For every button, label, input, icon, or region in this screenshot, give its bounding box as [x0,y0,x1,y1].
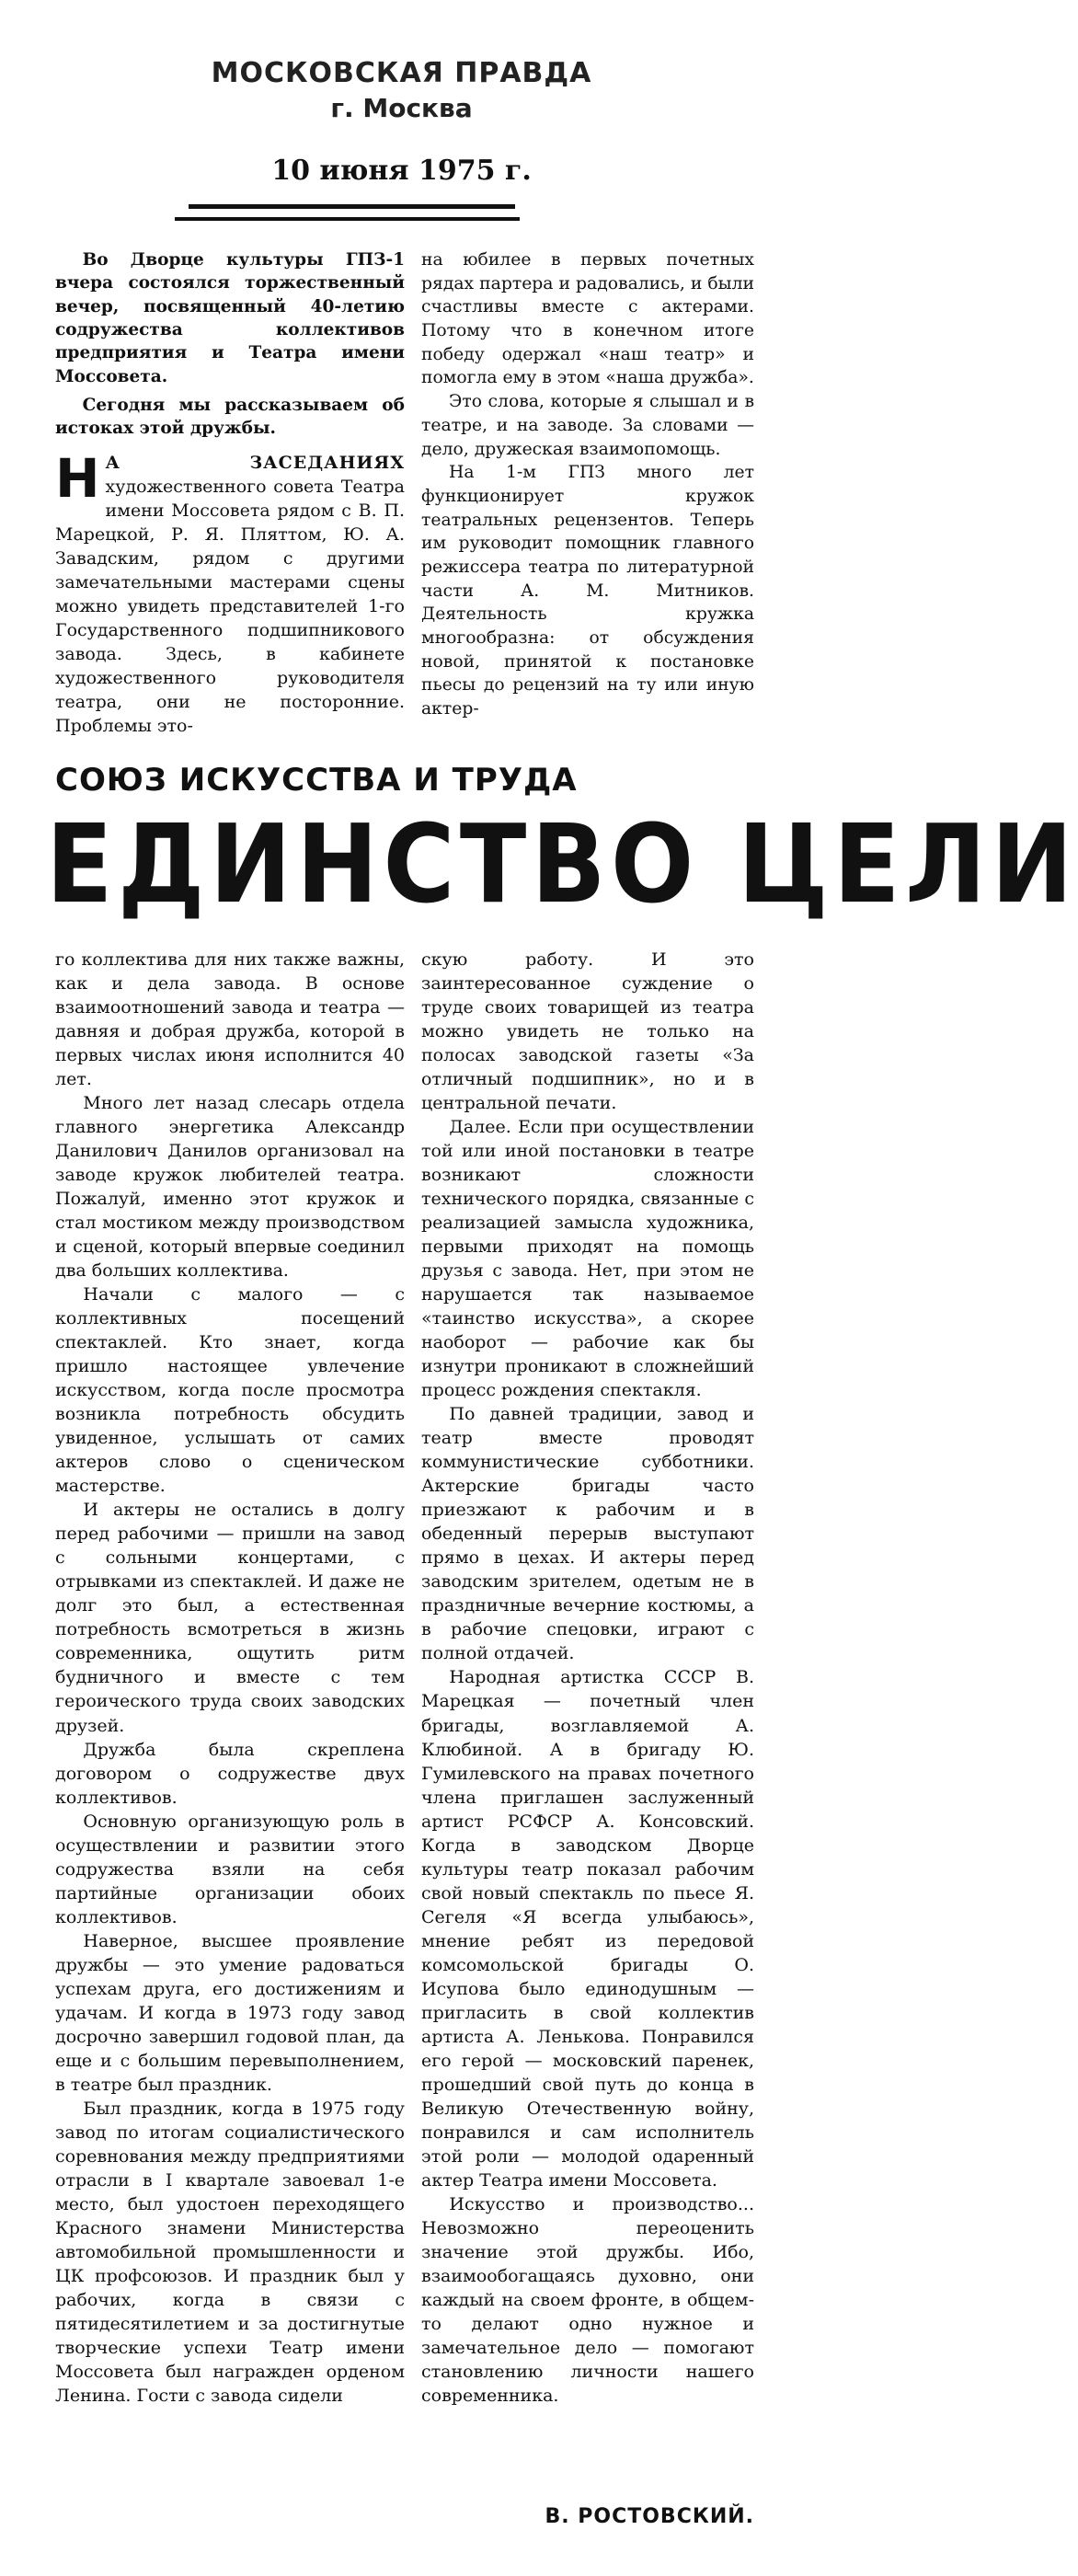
body-left-paragraph: Дружба была скреплена договором о содружестве двух коллективов. [55,1739,405,1808]
masthead [0,57,803,123]
body-left-paragraph: И актеры не остались в долгу перед рабочими — пришли на завод с сольными концертами, с отрывками из спектаклей. И даже не долг это был, а естественная потребность всмотреться в жизнь современника, ощутить ритм будничного и вместе с тем героического труда своих заводских друзей. [55,1500,405,1736]
lead-intro: Во Дворце культуры ГПЗ-1 вчера состоялся торжественный вечер, посвященный 40-летию содружества коллективов предприятия и Театра имени Моссовета. [55,250,405,386]
body-left-paragraph: Основную организующую роль в осуществлении и развитии этого содружества взяли на себя партийные организации обоих коллективов. [55,1811,405,1927]
body-right-paragraph: Народная артистка СССР В. Марецкая — почетный член бригады, возглавляемой А. Клюбиной. А в бригаду Ю. Гумилевского на правах почетного члена приглашен заслуженный артист РСФСР А. Консовский. Когда в заводском Дворце культуры театр показал рабочим свой новый спектакль по пьесе Я. Сегеля «Я всегда улыбаюсь», мнение ребят из передовой комсомольской бригады О. Исупова было единодушным — пригласить в свой коллектив артиста А. Ленькова. Понравился его герой — московский паренек, прошедший свой путь до конца в Великую Отечественную войну, понравился и сам исполнитель этой роли — молодой одаренный актер Театра имени Моссовета. [421,1667,754,2191]
article-top-left-column [55,447,405,743]
body-right-paragraph: скую работу. И это заинтересованное суждение о труде своих товарищей из театра можно увидеть не только на полосах заводской газеты «За отличный подшипник», но и в центральной печати. [421,949,754,1114]
body-right-paragraph: Далее. Если при осуществлении той или иной постановки в театре возникают сложности технического порядка, связанные с реализацией замысла художника, первыми приходят на помощь друзья с завода. Нет, при этом не нарушается так называемое «таинство искусства», а скорее наоборот — рабочие как бы изнутри проникают в сложнейший процесс рождения спектакля. [421,1117,754,1401]
article-bottom-left-column [55,948,405,2504]
lead-question: Сегодня мы рассказываем об истоках этой дружбы. [55,396,405,439]
newspaper-city: г. Москва [330,93,473,123]
body-left-paragraph: Много лет назад слесарь отдела главного энергетика Александр Данилович Данилов организовал на заводе кружок любителей театра. Пожалуй, именно этот кружок и стал мостиком между производством и сценой, который впервые соединил два больших коллектива. [55,1093,405,1282]
body-left-paragraph: Начали с малого — с коллективных посещений спектаклей. Кто знает, когда пришло настоящее увлечение искусством, когда после просмотра возникла потребность обсудить увиденное, услышать от самих актеров слово о сценическом мастерстве. [55,1284,405,1497]
body-left-paragraph: Был праздник, когда в 1975 году завод по итогам социалистического соревнования между предприятиями отрасли в I квартале завоевал 1-е место, был удостоен переходящего Красного знамени Министерства автомобильной промышленности и ЦК профсоюзов. И праздник был у рабочих, когда в связи с пятидесятилетием и за достигнутые творческие успехи Театр имени Моссовета был награжден орденом Ленина. Гости с завода сидели [55,2098,405,2406]
top-right-paragraph-2: Это слова, которые я слышал и в театре, и на заводе. За словами — дело, дружеская взаимопомощь. [421,392,754,459]
body-left-paragraph: Наверное, высшее проявление дружбы — это умение радоваться успехам друга, его достижениям и удачам. И когда в 1973 году завод досрочно завершил годовой план, да еще и с большим перевыполнением, в театре был праздник. [55,1930,405,2095]
opening-text: художественного совета Театра имени Моссовета рядом с В. П. Марецкой, Р. Я. Пляттом, Ю. А. Завадским, рядом с другими замечательными мастерами сцены можно увидеть представителей 1-го Государственного подшипникового завода. Здесь, в кабинете художественного руководителя театра, они не посторонние. Проблемы это- [55,477,405,737]
rubric: СОЮЗ ИСКУССТВА И ТРУДА [55,762,578,799]
newspaper-name: МОСКОВСКАЯ ПРАВДА [211,57,592,89]
lead-paragraph [55,248,405,442]
article-top-right-column [421,248,754,745]
body-right-paragraph: Искусство и производство... Невозможно переоценить значение этой дружбы. Ибо, взаимообогащаясь духовно, они каждый на своем фронте, в общем-то делают одно нужное и замечательное дело — помогают становлению личности нашего современника. [421,2193,754,2406]
opening-caps: А ЗАСЕДАНИЯХ [105,453,405,473]
top-right-paragraph-1: на юбилее в первых почетных рядах партера и радовались, и были счастливы вместе с актерами. Потому что в конечном итоге победу одержал «наш театр» и помогла ему в этом «наша дружба». [421,250,754,388]
article-bottom-right-column [421,948,754,2493]
body-right-paragraph: По давней традиции, завод и театр вместе проводят коммунистические субботники. Актерские бригады часто приезжают к рабочим и в обеденный перерыв выступают прямо в цехах. И актеры перед заводским зрителем, одетым не в праздничные вечерние костюмы, а в рабочие спецовки, играют с полной отдачей. [421,1404,754,1664]
header-rule-bottom [175,217,520,221]
header-rule-top [189,204,515,209]
drop-cap: Н [55,447,100,510]
headline: ЕДИНСТВО ЦЕЛИ [46,800,1078,927]
top-right-paragraph-3: На 1-м ГПЗ много лет функционирует кружок театральных рецензентов. Теперь им руководит помощник главного режиссера театра по литературной части А. М. Митников. Деятельность кружка многообразна: от обсуждения новой, принятой к постановке пьесы до рецензий на ту или иную актер- [421,463,754,719]
publication-date: 10 июня 1975 г. [271,155,532,187]
body-left-paragraph: го коллектива для них также важны, как и дела завода. В основе взаимоотношений завода и театра — давняя и добрая дружба, которой в первых числах июня исполнится 40 лет. [55,949,405,1090]
author-signature: В. РОСТОВСКИЙ. [545,2505,754,2528]
